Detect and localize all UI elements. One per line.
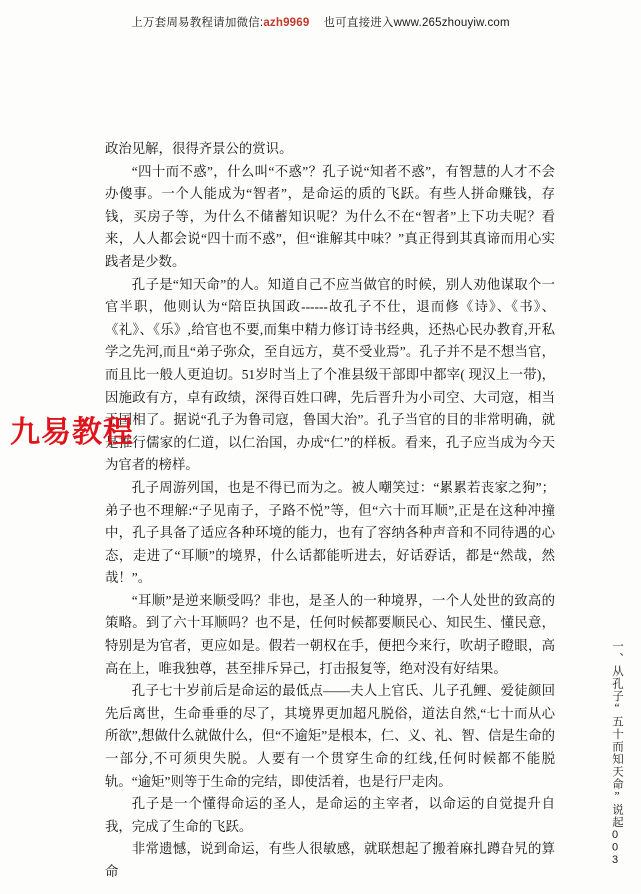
paragraph: 政治见解，很得齐景公的赏识。: [105, 141, 293, 156]
ad-suffix-text: 也可直接进入www.265zhouyiw.com: [323, 17, 510, 29]
paragraph: “耳顺”是逆来顺受吗？非也，是圣人的一种境界，一个人处世的致高的策略。到了六十耳顺吗？也不是，任何时候都要顺民心、知民生、懂民意，特别是为官者，更应如是。假若一朝权在手，便把今来行，吹胡子瞪眼，高高在上，唯我独尊，甚至排斥异己，打击报复等，绝对没有好结果。: [105, 592, 555, 676]
advertisement-banner: [0, 14, 641, 30]
ad-wechat-id: azh9969: [263, 17, 310, 29]
paragraph: 孔子是“知天命”的人。知道自己不应当做官的时候，别人劝他谋取个一官半职，他则认为“陪臣执国政------故孔子不仕，退而修《诗》、《书》、《礼》、《乐》,给官也不要,而集中精力修订诗书经典，还热心民办教育,开私学之先河,而且“弟子弥众，至自远方，莫不受业焉”。孔子并不是不想当官，而且比一般人更迫切。51岁时当上了个准县级干部即中都宰( 现汉上一带)，因施政有方，卓有政绩，深得百姓口碑，先后晋升为小司空、大司寇，相当于国相了。据说“孔子为鲁司寇，鲁国大治”。孔子当官的目的非常明确，就是推行儒家的仁道，以仁治国，办成“仁”的样板。看来，孔子应当成为今天为官者的榜样。: [105, 276, 555, 473]
watermark-logo: 九易教程: [10, 416, 134, 449]
paragraph: 孔子周游列国，也是不得已而为之。被人嘲笑过：“累累若丧家之狗”；弟子也不理解:“子见南子，子路不悦”等，但“六十而耳顺”,正是在这种冲撞中，孔子具备了适应各种环境的能力，也有了容纳各种声音和不同待遇的心态，走进了“耳顺”的境界，什么话都能听进去，好话孬话，都是“然哉，然哉！”。: [105, 479, 555, 586]
paragraph: 孔子是一个懂得命运的圣人，是命运的主宰者，以命运的自觉提升自我，完成了生命的飞跃。: [105, 796, 555, 834]
paragraph: 孔子七十岁前后是命运的最低点——夫人上官氏、儿子孔鲤、爱徒颜回先后离世，生命垂垂的尽了，其境界更加超凡脱俗，道法自然,“七十而从心所欲”,想做什么就做什么，但“不逾矩”是根本，仁、义、礼、智、信是生命的一部分,不可须臾失脱。人要有一个贯穿生命的红线,任何时候都不能脱轨。“逾矩”则等于生命的完结，即使活着，也是行尸走肉。: [105, 683, 555, 789]
ad-prefix-text: 上万套周易教程请加微信:: [131, 17, 264, 29]
paragraph: 非常遗憾，说到命运，有些人很敏感，就联想起了搬着麻扎蹲旮旯的算命: [105, 841, 555, 879]
paragraph: “四十而不惑”，什么叫“不惑”？孔子说“知者不惑”，有智慧的人才不会办傻事。一个人能成为“智者”，是命运的质的飞跃。有些人拼命赚钱，存钱，买房子等，为什么不储蓄知识呢？为什么不在“智者”上下功夫呢？看来，人人都会说“四十而不惑”，但“谁解其中味？”真正得到其真谛而用心实践者是少数。: [105, 163, 555, 269]
page-number: 003: [609, 828, 621, 866]
running-head-vertical: 一、从孔子“五十而知天命”说起: [611, 640, 623, 829]
body-text-column: [105, 138, 555, 884]
